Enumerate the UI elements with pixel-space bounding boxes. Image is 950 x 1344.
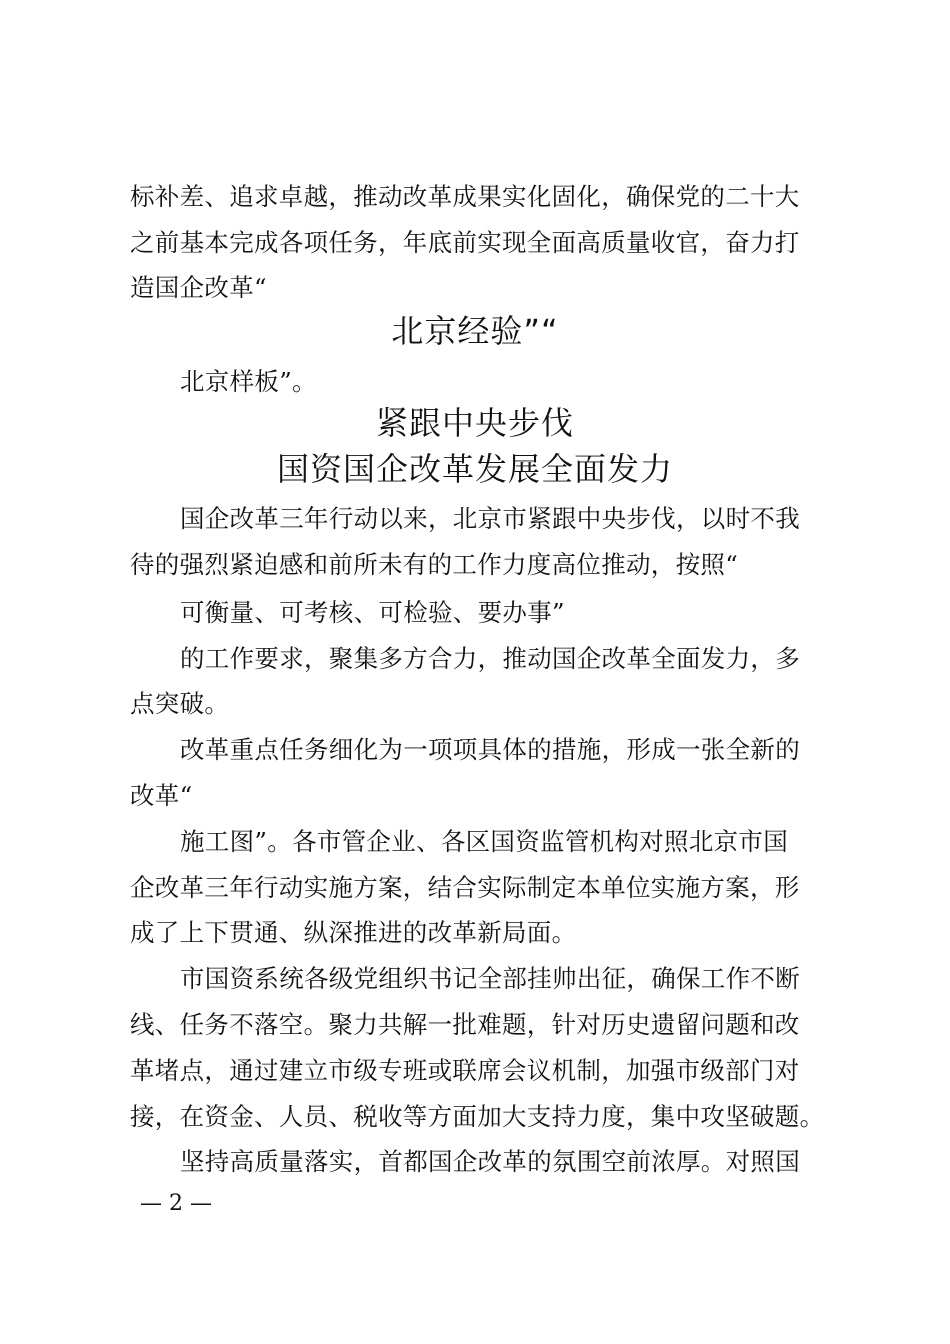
text-line: 点突破。: [130, 689, 230, 718]
text-line: 可衡量、可考核、可检验、要办事”: [180, 598, 565, 627]
text-line: 北京样板”。: [180, 367, 317, 396]
paragraph-start: 国企改革三年行动以来，北京市紧跟中央步伐，以时不我: [180, 504, 800, 533]
page-number: — 2 —: [140, 1191, 212, 1216]
highlight-heading: 北京经验”“: [391, 312, 559, 350]
text-line: 革堵点，通过建立市级专班或联席会议机制，加强市级部门对: [130, 1056, 800, 1085]
text-line: 之前基本完成各项任务，年底前实现全面高质量收官，奋力打: [130, 228, 800, 257]
section-heading: 国资国企改革发展全面发力: [276, 450, 673, 488]
text-line: 造国企改革“: [130, 273, 267, 302]
text-line: 的工作要求，聚集多方合力，推动国企改革全面发力，多: [180, 644, 800, 673]
text-line: 施工图”。各市管企业、各区国资监管机构对照北京市国: [180, 827, 789, 856]
text-line: 改革“: [130, 781, 193, 810]
section-heading: 紧跟中央步伐: [375, 404, 574, 442]
paragraph-start: 坚持高质量落实，首都国企改革的氛围空前浓厚。对照国: [180, 1147, 800, 1176]
text-line: 待的强烈紧迫感和前所未有的工作力度高位推动，按照“: [130, 550, 739, 579]
text-line: 成了上下贯通、纵深推进的改革新局面。: [130, 918, 577, 947]
text-line: 接，在资金、人员、税收等方面加大支持力度，集中攻坚破题。: [130, 1102, 825, 1131]
paragraph-start: 市国资系统各级党组织书记全部挂帅出征，确保工作不断: [180, 964, 800, 993]
text-line: 企改革三年行动实施方案，结合实际制定本单位实施方案，形: [130, 873, 800, 902]
text-line: 标补差、追求卓越，推动改革成果实化固化，确保党的二十大: [130, 182, 800, 211]
paragraph-start: 改革重点任务细化为一项项具体的措施，形成一张全新的: [180, 735, 800, 764]
text-line: 线、任务不落空。聚力共解一批难题，针对历史遗留问题和改: [130, 1010, 800, 1039]
